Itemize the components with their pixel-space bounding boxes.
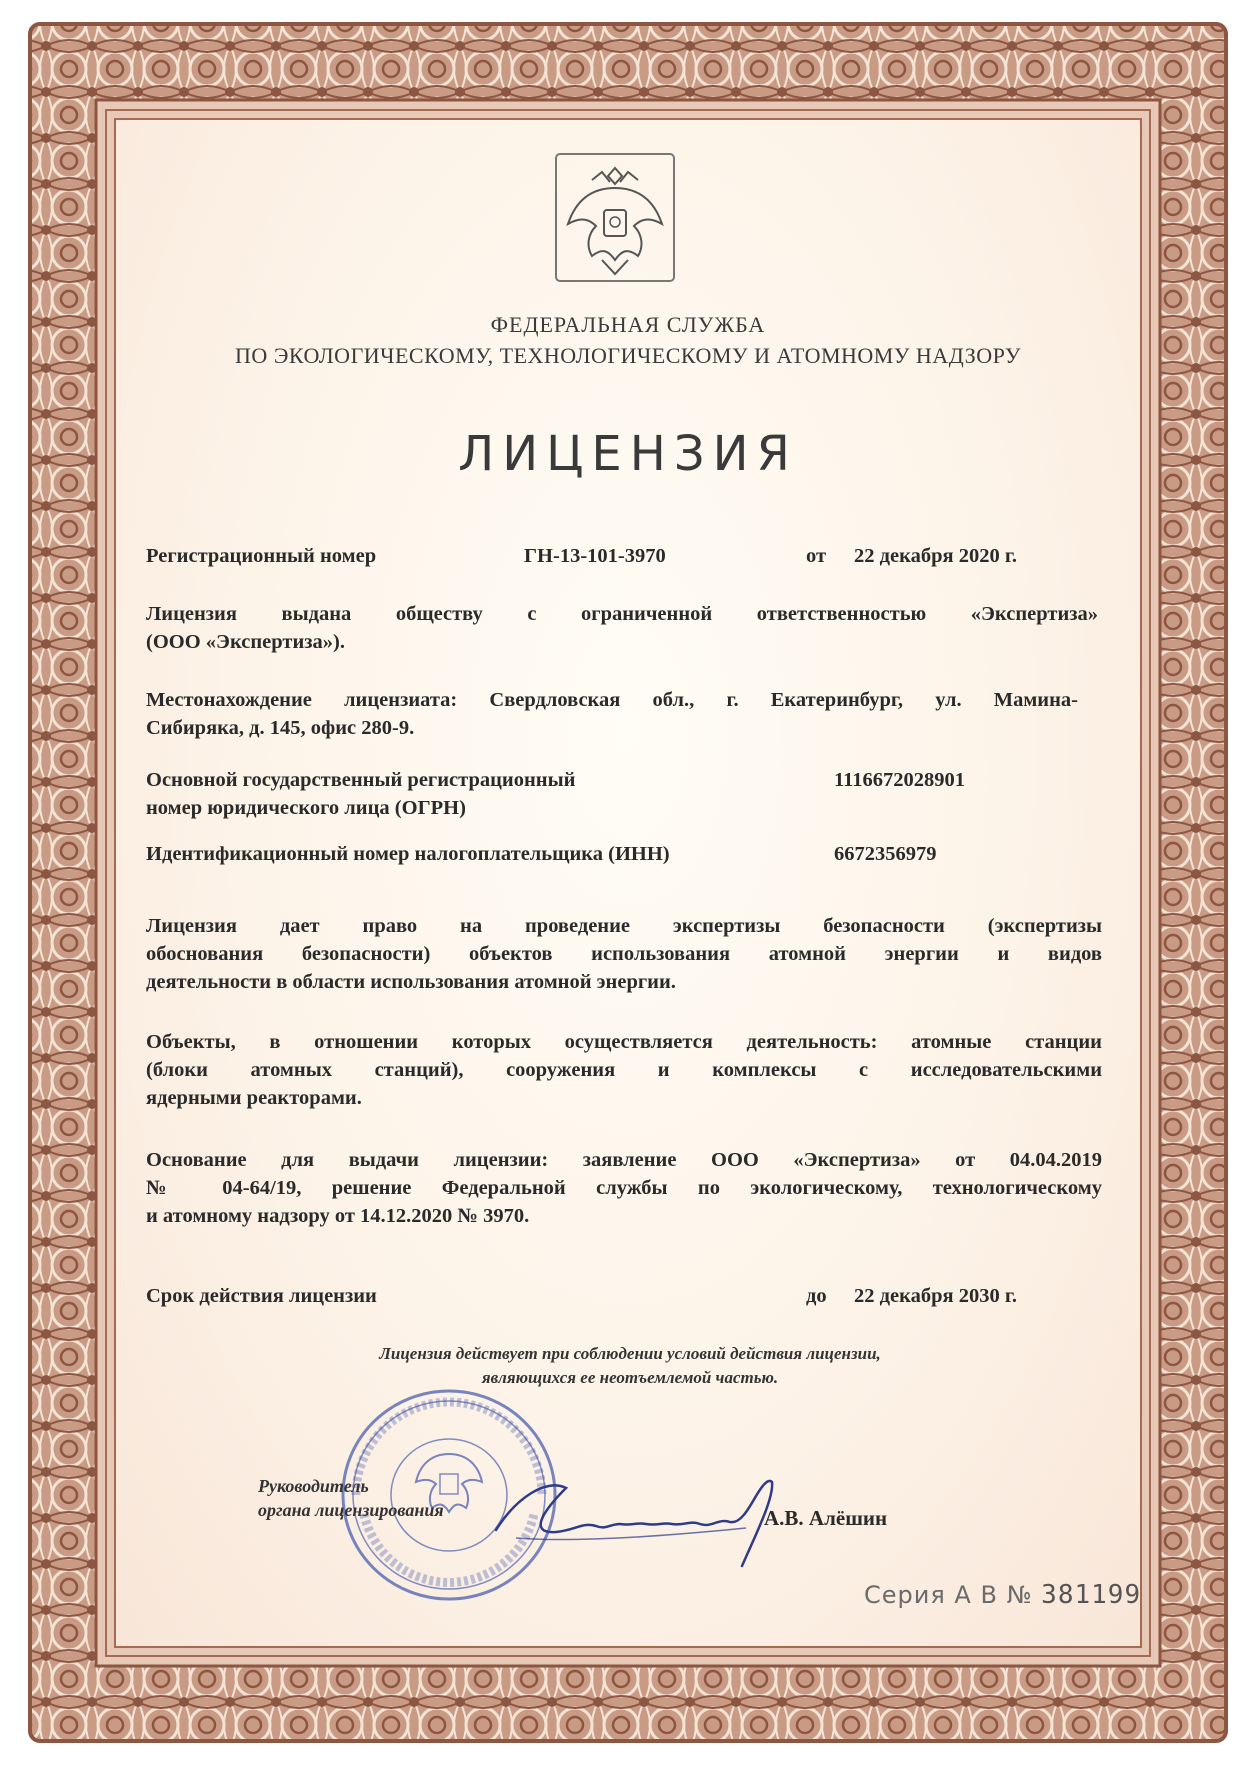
validity-date: 22 декабря 2030 г. (854, 1285, 1017, 1307)
ogrn-value: 1116672028901 (834, 769, 965, 791)
serial-number-block (864, 1580, 1141, 1610)
validity-label: Срок действия лицензии (146, 1285, 377, 1307)
coat-of-arms-icon (552, 150, 678, 285)
serial-number: 381199 (1041, 1580, 1142, 1610)
signatory-role-line2: органа лицензирования (258, 1500, 444, 1520)
signatory-name: А.В. Алёшин (764, 1506, 888, 1530)
location-line1: Местонахождение лицензиата: Свердловская обл., г. Екатеринбург, ул. Мамина- (146, 689, 1078, 711)
serial-prefix: Серия А В № (864, 1581, 1033, 1609)
registration-label: Регистрационный номер (146, 545, 377, 567)
validity-note-line2: являющихся ее неотъемлемой частью. (481, 1368, 779, 1387)
basis-line1: Основание для выдачи лицензии: заявление ООО «Экспертиза» от 04.04.2019 (146, 1149, 1102, 1171)
inn-value: 6672356979 (834, 843, 937, 865)
issued-to-line1: Лицензия выдана обществу с ограниченной ответственностью «Экспертиза» (146, 603, 1098, 625)
registration-date: 22 декабря 2020 г. (854, 545, 1017, 567)
objects-line1: Объекты, в отношении которых осуществляется деятельность: атомные станции (146, 1031, 1102, 1053)
basis-line3: и атомному надзору от 14.12.2020 № 3970. (146, 1205, 530, 1227)
ogrn-label-line1: Основной государственный регистрационный (146, 769, 576, 791)
basis-line2: № 04-64/19, решение Федеральной службы по экологическому, технологическому (146, 1177, 1102, 1199)
objects-line3: ядерными реакторами. (146, 1087, 362, 1109)
validity-note-line1: Лицензия действует при соблюдении условий действия лицензии, (379, 1344, 881, 1363)
signatory-role (258, 1474, 444, 1522)
issued-to-line2: (ООО «Экспертиза»). (146, 631, 345, 653)
ogrn-label-line2: номер юридического лица (ОГРН) (146, 797, 466, 819)
validity-note (250, 1342, 1010, 1390)
agency-name-line2: ПО ЭКОЛОГИЧЕСКОМУ, ТЕХНОЛОГИЧЕСКОМУ И АТОМНОМУ НАДЗОРУ (235, 343, 1021, 368)
scope-line2: обоснования безопасности) объектов использования атомной энергии и видов (146, 943, 1102, 965)
inn-label: Идентификационный номер налогоплательщика (ИНН) (146, 843, 670, 865)
registration-number: ГН-13-101-3970 (524, 545, 666, 567)
registration-date-prefix: от (806, 545, 827, 567)
scope-line1: Лицензия дает право на проведение экспертизы безопасности (экспертизы (146, 915, 1102, 937)
location-line2: Сибиряка, д. 145, офис 280-9. (146, 717, 415, 739)
signatory-role-line1: Руководитель (258, 1476, 369, 1496)
handwritten-signature-icon (486, 1438, 806, 1578)
agency-name-line1: ФЕДЕРАЛЬНАЯ СЛУЖБА (490, 312, 766, 337)
document-title: ЛИЦЕНЗИЯ (458, 426, 798, 482)
validity-prefix: до (806, 1285, 827, 1307)
scope-line3: деятельности в области использования атомной энергии. (146, 971, 676, 993)
objects-line2: (блоки атомных станций), сооружения и комплексы с исследовательскими (146, 1059, 1102, 1081)
